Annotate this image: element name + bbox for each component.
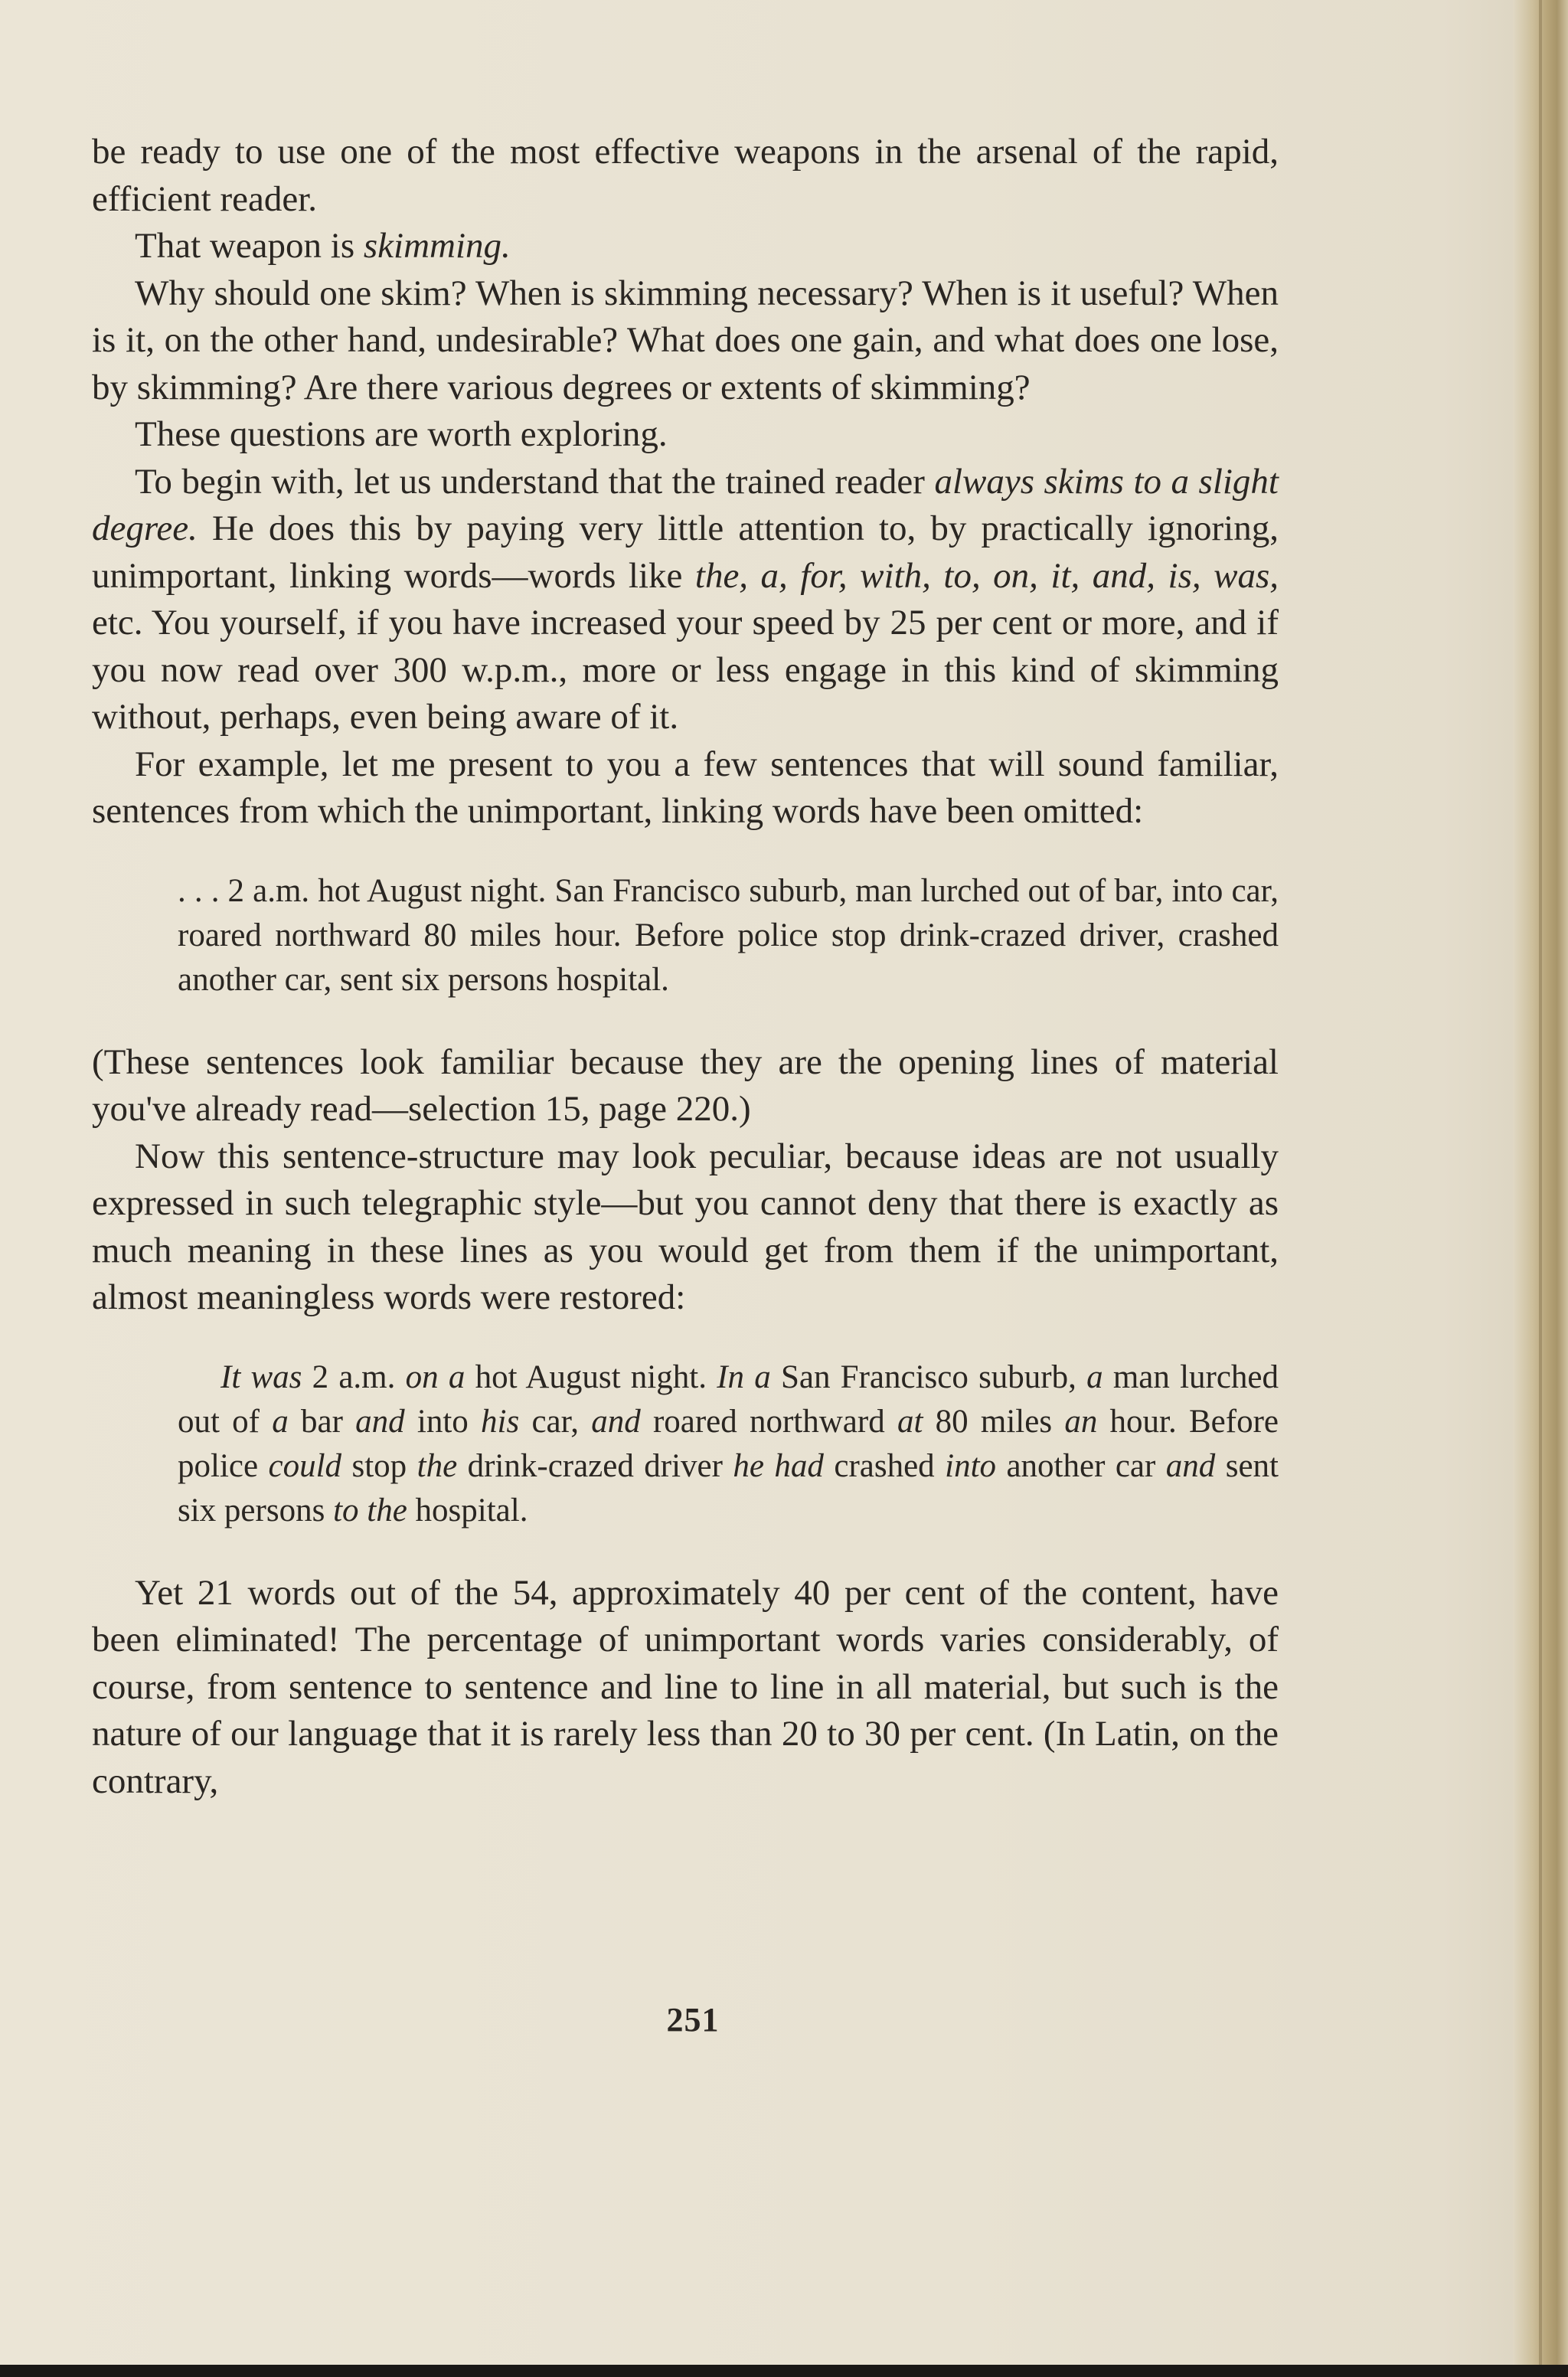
restored-italic: and xyxy=(1165,1447,1216,1484)
restored-text: hour. Before police xyxy=(178,1403,1279,1484)
restored-text: sent six persons xyxy=(178,1447,1279,1529)
paragraph-5-text-e: etc. You yourself, if you have increased your speed by 25 per cent or more, and if you now read over 300 w.p.m., more or less engage in this kind of skimming without, perhaps, even being aware of it. xyxy=(92,603,1279,737)
paragraph-5-italic-d: the, a, for, with, to, on, it, and, is, was, xyxy=(694,555,1279,596)
page-edge-line xyxy=(1539,0,1542,2377)
restored-italic: and xyxy=(355,1403,405,1440)
restored-italic: a xyxy=(272,1403,289,1440)
restored-text: San Francisco suburb, xyxy=(770,1359,1087,1395)
restored-italic: and xyxy=(591,1403,641,1440)
restored-text: into xyxy=(404,1403,482,1440)
restored-text: hospital. xyxy=(407,1492,528,1529)
restored-italic: at xyxy=(897,1403,923,1440)
paragraph-2-italic: skimming. xyxy=(363,226,511,266)
paragraph-5-text-a: To begin with, let us understand that the trained reader xyxy=(135,461,935,502)
paragraph-4: These questions are worth exploring. xyxy=(135,414,668,454)
restored-italic: an xyxy=(1064,1403,1098,1440)
restored-text: stop xyxy=(341,1447,417,1484)
paragraph-2-text: That weapon is xyxy=(135,226,364,266)
restored-italic: the xyxy=(416,1447,458,1484)
restored-italic: It was xyxy=(220,1359,302,1395)
restored-text: hot August night. xyxy=(465,1359,717,1395)
paragraph-8: Now this sentence-structure may look peculiar, because ideas are not usually expressed in such telegraphic style—but you cannot deny that there is exactly as much meaning in these lines as you would get from them if the unimportant, almost meaningless words were restored: xyxy=(92,1136,1279,1317)
paragraph-3: Why should one skim? When is skimming necessary? When is it useful? When is it, on the other hand, undesirable? What does one gain, and what does one lose, by skimming? Are there various degrees or extents of skimming? xyxy=(92,273,1279,407)
page-number: 251 xyxy=(666,2001,720,2039)
restored-italic: his xyxy=(481,1403,520,1440)
paragraph-5-text-c: He does this by paying very little attention to, by practically ignoring, unimportant, linking words—words like xyxy=(92,508,1279,596)
restored-text: car, xyxy=(519,1403,592,1440)
paragraph-5-italic-b: always skims to a slight degree. xyxy=(92,461,1279,548)
restored-italic: a xyxy=(1086,1359,1103,1395)
block-quote-restored xyxy=(178,1355,1279,1533)
restored-text: drink-crazed driver xyxy=(457,1447,733,1484)
restored-text: 2 a.m. xyxy=(302,1359,406,1395)
restored-text: 80 miles xyxy=(923,1403,1065,1440)
restored-italic: In a xyxy=(717,1359,771,1395)
restored-text: crashed xyxy=(823,1447,946,1484)
paragraph-7: (These sentences look familiar because they are the opening lines of material you've already read—selection 15, page 220.) xyxy=(92,1041,1279,1129)
restored-italic: could xyxy=(268,1447,342,1484)
restored-text: roared northward xyxy=(640,1403,897,1440)
block-quote-telegraphic: . . . 2 a.m. hot August night. San Francisco suburb, man lurched out of bar, into car, roared northward 80 miles hour. Before police stop drink-crazed driver, crashed another car, sent six persons hospital. xyxy=(178,872,1279,998)
restored-italic: he had xyxy=(733,1447,824,1484)
restored-text: bar xyxy=(288,1403,356,1440)
paragraph-9: Yet 21 words out of the 54, approximately 40 per cent of the content, have been eliminated! The percentage of unimportant words varies considerably, of course, from sentence to sentence and line to line in all material, but such is the nature of our language that it is rarely less than 20 to 30 per cent. (In Latin, on the contrary, xyxy=(92,1572,1279,1801)
restored-text: man lurched out of xyxy=(178,1359,1279,1440)
paragraph-5 xyxy=(92,459,1279,741)
restored-italic: to the xyxy=(333,1492,407,1529)
paragraph-1: be ready to use one of the most effective weapons in the arsenal of the rapid, efficient reader. xyxy=(92,132,1279,219)
body-text xyxy=(92,129,1279,1805)
restored-text: another car xyxy=(996,1447,1166,1484)
restored-italic: into xyxy=(945,1447,997,1484)
paragraph-6: For example, let me present to you a few sentences that will sound familiar, sentences from which the unimportant, linking words have been omitted: xyxy=(92,744,1279,831)
restored-italic: on a xyxy=(405,1359,466,1395)
paragraph-2 xyxy=(92,223,1279,270)
scan-bottom-border xyxy=(0,2365,1568,2377)
